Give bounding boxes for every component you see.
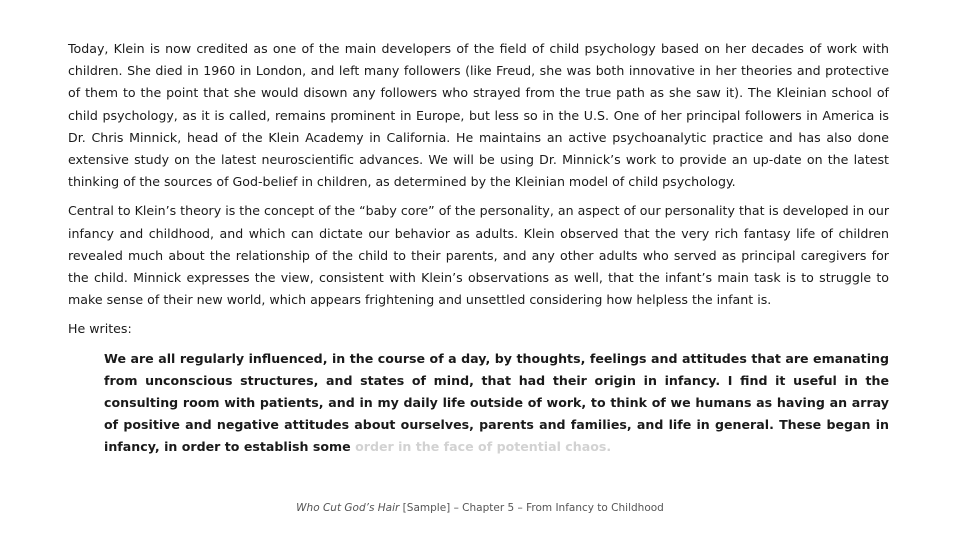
footer-chapter-info: [Sample] – Chapter 5 – From Infancy to Childhood <box>399 502 664 514</box>
block-quote <box>104 348 889 459</box>
document-body <box>68 38 889 459</box>
page-footer <box>0 502 960 514</box>
quote-faded-end: order in the face of potential chaos. <box>355 439 612 455</box>
paragraph-baby-core: Central to Klein’s theory is the concept of the “baby core” of the personality, an aspect of our personality that is developed in our infancy and childhood, and which can dictate our behavior as adults. Klein observed that the very rich fantasy life of children revealed much about the relationship of the child to their parents, and any other adults who served as principal caregivers for the child. Minnick expresses the view, consistent with Klein’s observations as well, that the infant’s main task is to struggle to make sense of their new world, which appears frightening and unsettled considering how helpless the infant is. <box>68 203 889 308</box>
paragraph-klein-legacy: Today, Klein is now credited as one of the main developers of the field of child psychology based on her decades of work with children. She died in 1960 in London, and left many followers (like Freud, she was both innovative in her theories and protective of them to the point that she would disown any followers who strayed from the true path as she saw it). The Kleinian school of child psychology, as it is called, remains prominent in Europe, but less so in the U.S. One of her principal followers in America is Dr. Chris Minnick, head of the Klein Academy in California. He maintains an active psychoanalytic practice and has also done extensive study on the latest neuroscientific advances. We will be using Dr. Minnick’s work to provide an up-date on the latest thinking of the sources of God-belief in children, as determined by the Kleinian model of child psychology. <box>68 41 889 190</box>
quote-intro: He writes: <box>68 321 132 337</box>
quote-text: We are all regularly influenced, in the course of a day, by thoughts, feelings and attitudes that are emanating from unconscious structures, and states of mind, that had their origin in infancy. I find it useful in the consulting room with patients, and in my daily life outside of work, to think of we humans as having an array of positive and negative attitudes about ourselves, parents and families, and life in general. These began in infancy, in order to establish some <box>104 350 889 455</box>
footer-book-title: Who Cut God’s Hair <box>296 502 400 514</box>
